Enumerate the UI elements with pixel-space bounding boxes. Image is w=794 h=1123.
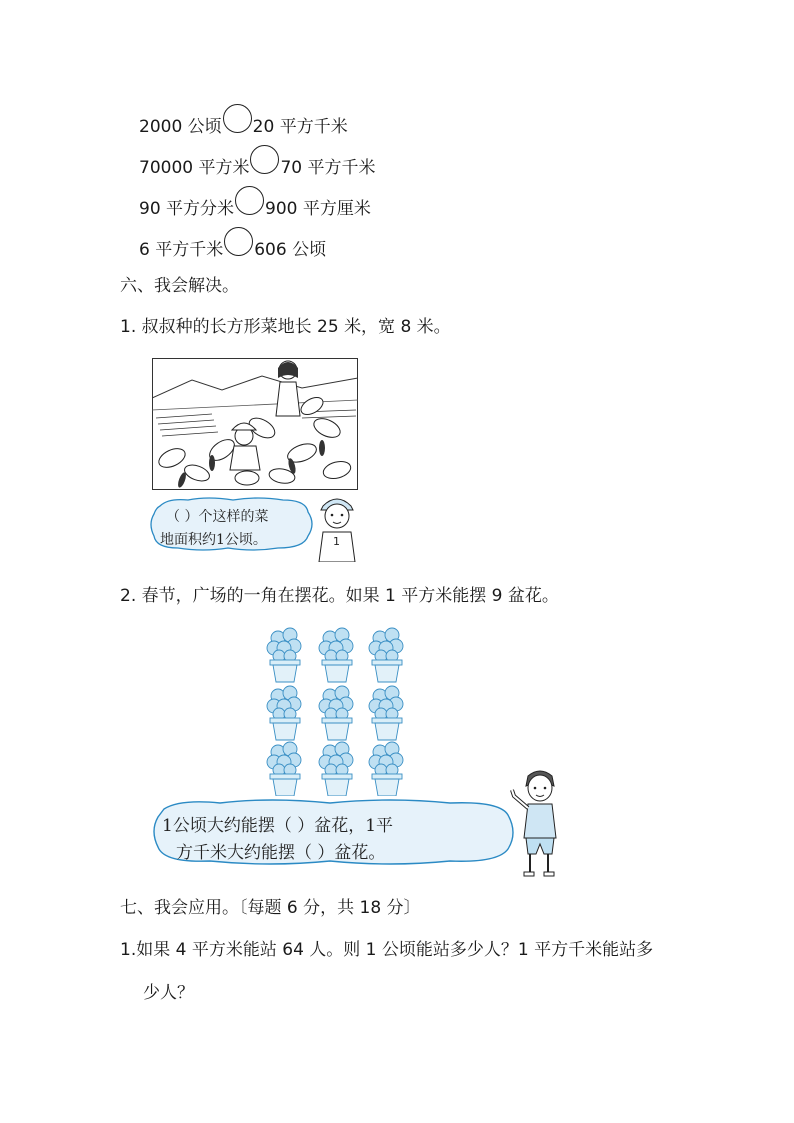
question-1-text: 1. 叔叔种的长方形菜地长 25 米，宽 8 米。 <box>120 317 451 337</box>
comparison-left: 70000 平方米 <box>139 157 250 178</box>
bubble-line-1: 1公顷大约能摆（ ）盆花，1平 <box>162 816 394 836</box>
question-2-text: 2. 春节，广场的一角在摆花。如果 1 平方米能摆 9 盆花。 <box>120 586 559 606</box>
compare-circle[interactable] <box>235 186 264 215</box>
compare-circle[interactable] <box>223 104 252 133</box>
section-7-question-1-line-2: 少人？ <box>143 983 194 1003</box>
comparison-left: 90 平方分米 <box>139 198 235 219</box>
bubble-line-2: 方千米大约能摆（ ）盆花。 <box>176 843 386 863</box>
comparison-row <box>139 153 376 182</box>
comparison-left: 6 平方千米 <box>139 239 224 260</box>
boy-illustration <box>315 492 359 562</box>
compare-circle[interactable] <box>224 227 253 256</box>
boy-pointing-illustration <box>510 768 566 880</box>
bubble-line-1: （ ）个这样的菜 <box>166 509 269 525</box>
comparison-right: 20 平方千米 <box>252 116 348 137</box>
section-6-heading: 六、我会解决。 <box>120 276 239 296</box>
flower-pots-illustration <box>266 626 414 796</box>
comparison-right: 606 公顷 <box>254 239 327 260</box>
comparison-row <box>139 235 326 264</box>
bubble-line-2: 地面积约1公顷。 <box>160 532 267 548</box>
vegetable-garden-illustration <box>152 358 358 490</box>
compare-circle[interactable] <box>250 145 279 174</box>
section-7-question-1-line-1: 1.如果 4 平方米能站 64 人。则 1 公顷能站多少人？1 平方千米能站多 <box>120 940 654 960</box>
section-7-heading: 七、我会应用。〔每题 6 分，共 18 分〕 <box>120 898 421 918</box>
badge-number: 1 <box>333 535 340 548</box>
comparison-row <box>139 112 348 141</box>
comparison-left: 2000 公顷 <box>139 116 222 137</box>
comparison-right: 70 平方千米 <box>280 157 376 178</box>
comparison-right: 900 平方厘米 <box>265 198 371 219</box>
comparison-row <box>139 194 371 223</box>
